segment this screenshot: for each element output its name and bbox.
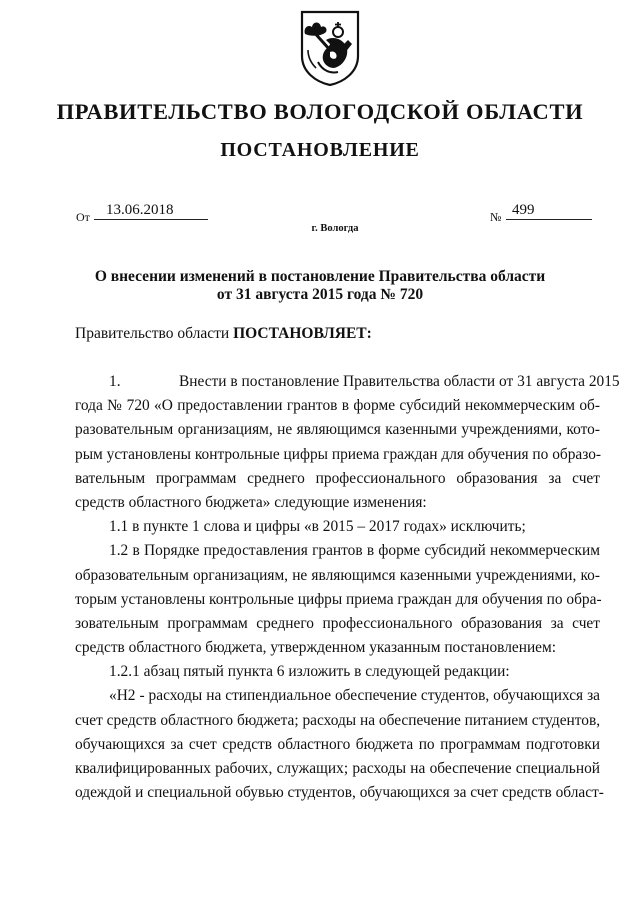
body-line: зовательным программам среднего профессионального образования за счет bbox=[75, 614, 600, 632]
body-line: квалифицированных рабочих, служащих; расходы на обеспечение специальной bbox=[75, 760, 600, 777]
decree-verb: ПОСТАНОВЛЯЕТ: bbox=[233, 325, 372, 342]
coat-of-arms-icon bbox=[300, 10, 360, 86]
date-value: 13.06.2018 bbox=[94, 202, 208, 220]
body-line: торым установлены контрольные цифры приема граждан для обучения по обра- bbox=[75, 590, 602, 608]
item-1-1: 1.1 в пункте 1 слова и цифры «в 2015 – 2017 годах» исключить; bbox=[109, 518, 526, 536]
subject-line-2: от 31 августа 2015 года № 720 bbox=[216, 286, 424, 303]
number-label: № bbox=[490, 210, 502, 224]
body-line: средств областного бюджета» следующие изменения: bbox=[75, 493, 427, 511]
number-value: 499 bbox=[506, 202, 592, 220]
decree-prefix: Правительство области bbox=[75, 325, 230, 342]
document-body bbox=[75, 370, 620, 805]
body-line: года № 720 «О предоставлении грантов в форме субсидий некоммерческим об- bbox=[75, 397, 600, 415]
date-label: От bbox=[76, 210, 90, 224]
item-1-first-line bbox=[75, 370, 620, 394]
subject-line-1: О внесении изменений в постановление Правительства области bbox=[94, 268, 546, 285]
body-line: рым установлены контрольные цифры приема граждан для обучения по образо- bbox=[75, 445, 602, 463]
body-line: средств областного бюджета, утвержденном указанным постановлением: bbox=[75, 639, 557, 657]
item-1-number: 1. bbox=[109, 373, 121, 390]
item-1-2-1: 1.2.1 абзац пятый пункта 6 изложить в следующей редакции: bbox=[109, 663, 510, 681]
body-line: разовательным организациям, не являющимся казенными учреждениями, кото- bbox=[75, 421, 600, 439]
city: г. Вологда bbox=[311, 223, 359, 234]
item-1-2-first-line: 1.2 в Порядке предоставления грантов в форме субсидий некоммерческим bbox=[109, 542, 600, 560]
decree-statement bbox=[75, 325, 372, 343]
doc-type: ПОСТАНОВЛЕНИЕ bbox=[220, 139, 420, 161]
body-line: образовательным организациям, не являющимся казенными учреждениями, ко- bbox=[75, 566, 600, 584]
org-title: ПРАВИТЕЛЬСТВО ВОЛОГОДСКОЙ ОБЛАСТИ bbox=[56, 99, 584, 124]
body-line: обучающихся за счет средств областного бюджета по программам подготовки bbox=[75, 735, 600, 753]
body-line: вательным программам среднего профессионального образования за счет bbox=[75, 469, 600, 487]
body-line: счет средств областного бюджета; расходы на обеспечение питанием студентов, bbox=[75, 711, 601, 729]
document-subject bbox=[0, 268, 640, 304]
quote-first-line: «Н2 - расходы на стипендиальное обеспечение студентов, обучающихся за bbox=[109, 687, 600, 705]
item-1-text: Внести в постановление Правительства области от 31 августа 2015 bbox=[179, 373, 620, 390]
body-line: одеждой и специальной обувью студентов, обучающихся за счет средств област- bbox=[75, 784, 604, 802]
